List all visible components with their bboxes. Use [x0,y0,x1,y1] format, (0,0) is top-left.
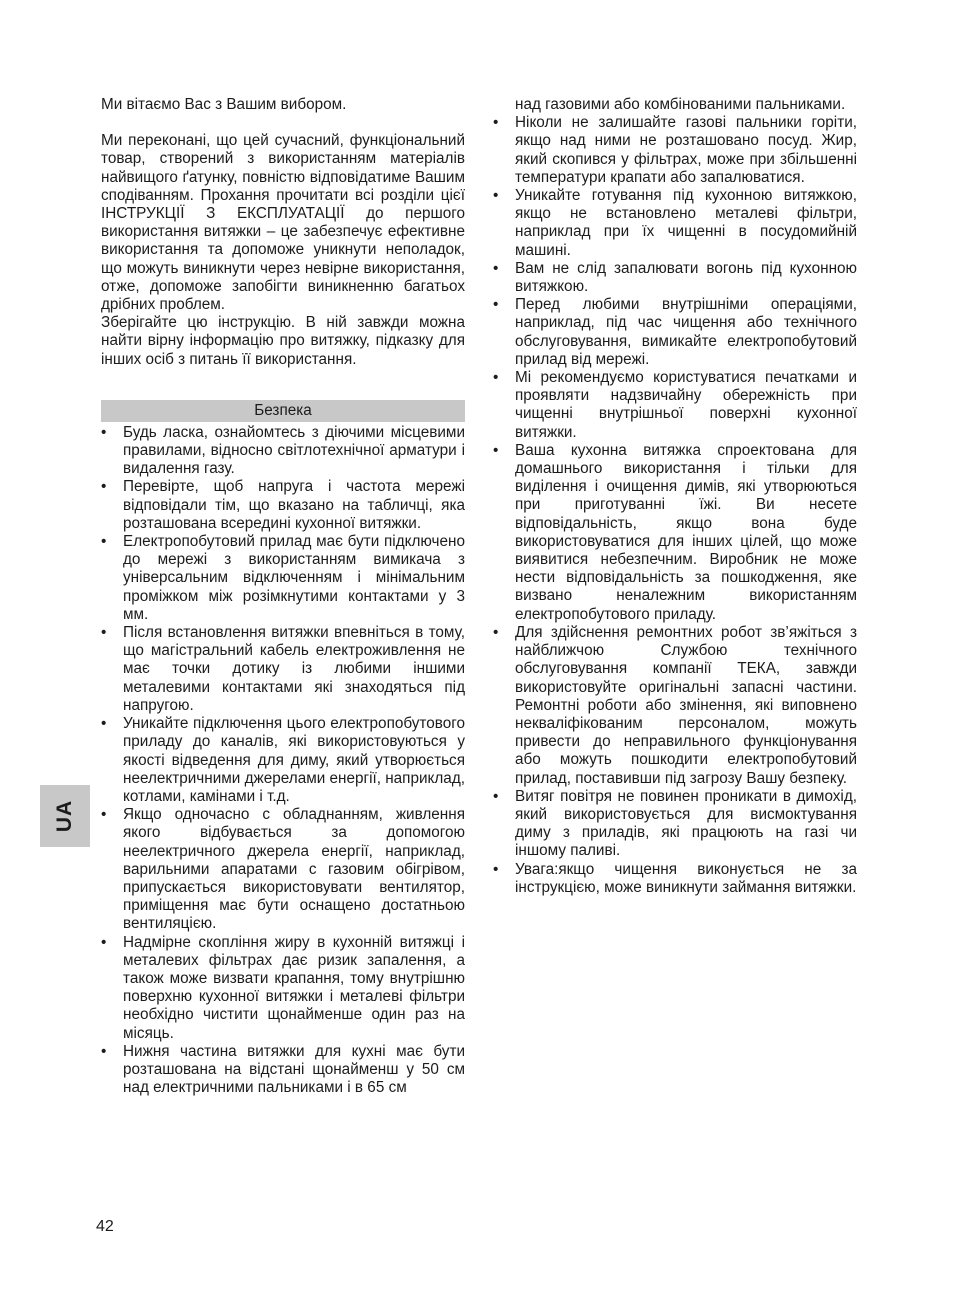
list-item: • Нижня частина витяжки для кухні має бути розташована на відстані щонайменш у 50 см над електричними пальниками і в 65 см [101,1043,465,1098]
list-item: • Після встановлення витяжки впевніться в тому, що магістральний кабель електроживлення не має точки дотику із любими іншими металевими контактами які знаходяться під напругою. [101,624,465,715]
list-item: • Перевірте, щоб напруга і частота мережі відповідали тім, що вказано на табличці, яка розташована всередині кухонної витяжки. [101,478,465,533]
list-item: • Надмірне скопління жиру в кухонній витяжці і металевих фільтрах дає ризик запалення, а також може визвати крапання, тому внутрішню поверхню кухонної витяжки і металеві фільтри необхідно чистити щонайменше один раз на місяць. [101,934,465,1043]
right-column [493,96,857,897]
left-column [101,96,465,1097]
list-item: • Мі рекомендуємо користуватися печатками и проявляти надзвичайну обережність при чищенні внутрішньої поверхні кухонної витяжки. [493,369,857,442]
list-item: • Перед любими внутрішніми операціями, наприклад, під час чищення або технічного обслуговування, вимикайте електропобутовий прилад від мережі. [493,296,857,369]
safety-list-continued [493,96,857,897]
list-item-continuation: над газовими або комбінованими пальниками. [515,96,846,113]
page-number: 42 [96,1218,114,1235]
list-item: • Ваша кухонна витяжка спроектована для домашнього використання і тільки для виділення і очищення димів, які утворюються при приготуванні їжі. Ви несете відповідальність, якщо вона буде використовуватися для інших цілей, що може виявитися небезпечним. Виробник не може нести відповідальність за пошкодження, яке визвано неналежним використанням електропобутового приладу. [493,442,857,624]
safety-list [101,424,465,1098]
intro-paragraph-2: Зберігайте цю інструкцію. В ній завжди можна найти вірну інформацію про витяжку, підказку для інших осіб з питань її використання. [101,314,465,368]
list-item: • Електропобутовий прилад має бути підключено до мережі з використанням вимикача з універсальним відключенням і мінімальним проміжком між розімкнутими контактами у 3 мм. [101,533,465,624]
greeting: Ми вітаємо Вас з Вашим вибором. [101,96,347,113]
list-item: • Уникайте підключення цього електропобутового приладу до каналів, які використовуються у якості відведення для диму, який утворюється неелектричними джерелами енергії, наприклад, котлами, камінами і т.д. [101,715,465,806]
list-item: • Вам не слід запалювати вогонь під кухонною витяжкою. [493,260,857,296]
list-item: • Для здійснення ремонтних робот зв’яжіться з найближчою Службою технічного обслуговування компанії ТЕКА, завжди використовуйте оригінальні запасні частини. Ремонтні роботи або змінення, які виповнено некваліфікованим персоналом, можуть привести до неправильного функціонування або можуть пошкодити електропобутовий прилад, поставивши під загрозу Вашу безпеку. [493,624,857,788]
language-tab [40,785,90,847]
intro-paragraph-1: Ми переконані, що цей сучасний, функціональний товар, створений з використанням матеріалів найвищого ґатунку, повністю відповідатиме Вашим сподіванням. Прохання прочитати всі розділи цієї ІНСТРУКЦІЇ З ЕКСПЛУАТАЦІЇ до першого використання витяжки – це забезпечує ефективне використання та допоможе уникнути неполадок, що можуть виникнути через невірне використання, отже, допоможе запобігти виникненню багатьох дрібних проблем. [101,132,465,314]
list-item: • Увага:якщо чищення виконується не за інструкцією, може виникнути займання витяжки. [493,861,857,897]
list-item: • Якщо одночасно с обладнанням, живлення якого відбувається за допомогою неелектричного джерела енергії, наприклад, варильними апаратами с газовим обігрівом, припускається використовувати вентилятор, приміщення має бути оснащено достатньою вентиляцією. [101,806,465,933]
section-header-safety: Безпека [101,400,465,422]
list-item: • Будь ласка, ознайомтесь з діючими місцевими правилами, відносно світлотехнічної арматури і видалення газу. [101,424,465,479]
list-item: • Ніколи не залишайте газові пальники горіти, якщо над ними не розташовано посуд. Жир, який скопився у фільтрах, може при збільшенні температури крапати або запалюватися. [493,114,857,187]
list-item: • Уникайте готування під кухонною витяжкою, якщо не встановлено металеві фільтри, наприклад при їх чищенні в посудомийній машині. [493,187,857,260]
language-tab-label: UA [53,799,76,833]
list-item: • Витяг повітря не повинен проникати в димохід, який використовується для висмоктування диму з приладів, які працюють на газі чи іншому паливі. [493,788,857,861]
